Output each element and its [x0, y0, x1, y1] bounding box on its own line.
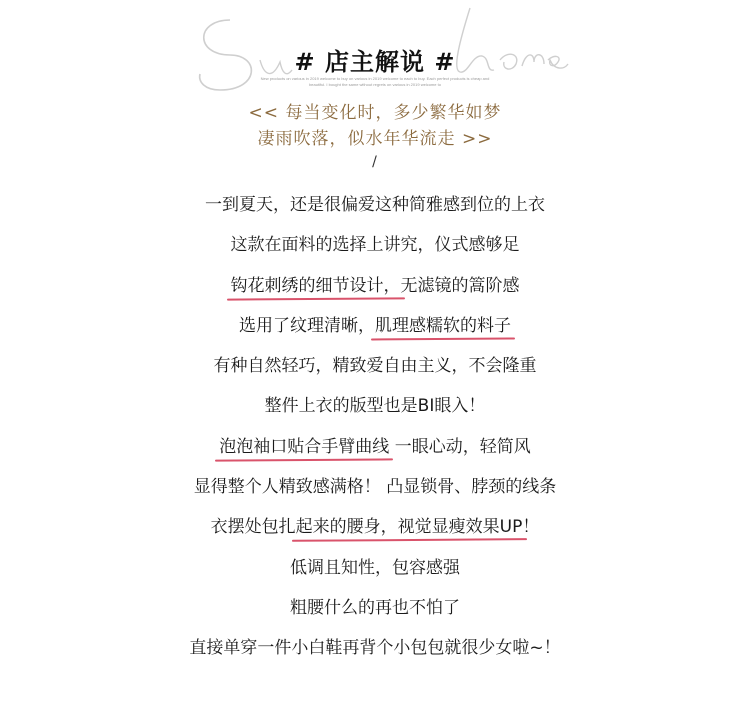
poem-divider: / [372, 154, 378, 170]
highlight-underline: 肌理感糯软的料子 [375, 306, 511, 346]
highlight-underline: 钩花刺绣的细节设计， [231, 266, 401, 306]
description-line: 直接单穿一件小白鞋再背个小包包就很少女啦~！ [189, 638, 561, 659]
tagline: New products on various in 2019 welcome to buy on various in 2019 welcome to each to buy. Each perfect products is cheap and beautiful. I bought the same without regrets on various in 2019 welcome to [260, 76, 490, 87]
description-line: 钩花刺绣的细节设计，无滤镜的篙阶感 [0, 266, 750, 306]
description-line: 泡泡袖口贴合手臂曲线 一眼心动，轻简风 [0, 427, 750, 467]
description-line: 低调且知性，包容感强 [290, 557, 460, 578]
description-line: 选用了纹理清晰，肌理感糯软的料子 [0, 306, 750, 346]
highlight-underline: 起来的腰身，视觉显瘦效果UP [296, 507, 523, 547]
description-line: 衣摆处包扎起来的腰身，视觉显瘦效果UP！ [0, 507, 750, 547]
header [0, 0, 750, 100]
page-title: # 店主解说 # [294, 48, 456, 76]
description-line: 一到夏天，还是很偏爱这种简雅感到位的上衣 [205, 195, 545, 215]
description-lines [0, 185, 750, 669]
description-line: 这款在面料的选择上讲究，仪式感够足 [230, 235, 520, 256]
description-line: 粗腰什么的再也不怕了 [290, 597, 460, 618]
poem [0, 100, 750, 172]
description-line: 显得整个人精致感满格！ 凸显锁骨、脖颈的线条 [193, 477, 557, 498]
poem-line-2: 凄雨吹落，似水年华流走 >> [257, 129, 493, 149]
description-line: 整件上衣的版型也是BI眼入！ [264, 396, 486, 417]
highlight-underline: 泡泡袖口贴合手臂曲线 [219, 427, 389, 467]
poem-line-1: << 每当变化时，多少繁华如梦 [248, 103, 502, 123]
description-line: 有种自然轻巧，精致爱自由主义，不会隆重 [213, 356, 537, 377]
